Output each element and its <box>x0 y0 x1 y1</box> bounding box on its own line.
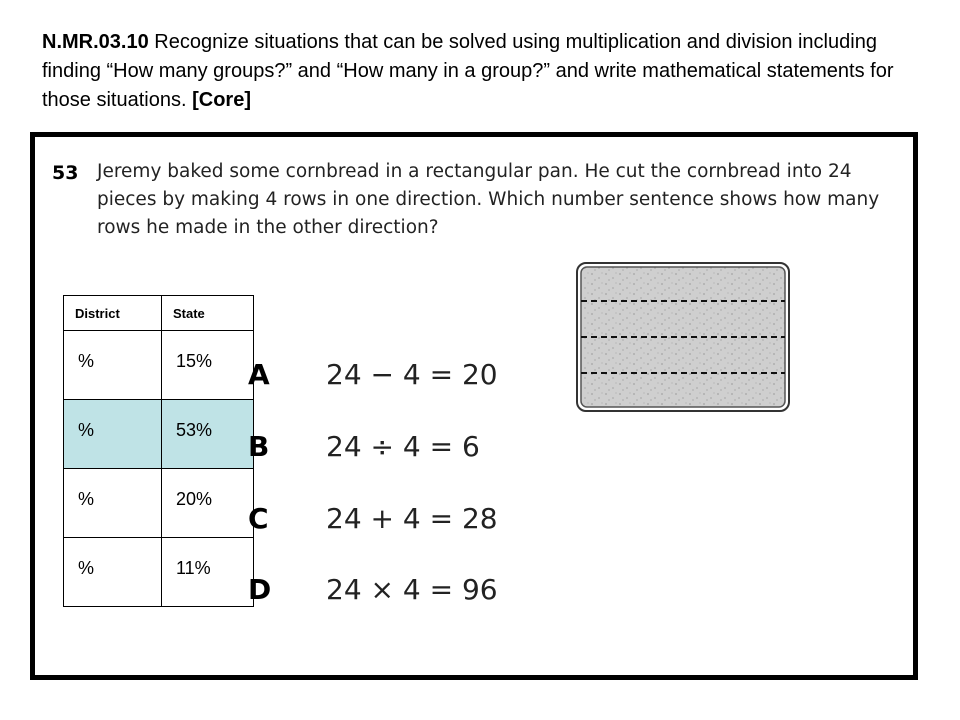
table-row <box>64 538 254 607</box>
state-cell: 11% <box>162 538 254 607</box>
table-row <box>64 331 254 400</box>
table-header-row <box>64 296 254 331</box>
question-number: 53 <box>52 162 79 184</box>
choice-equation: 24 × 4 = 96 <box>326 573 498 606</box>
state-cell: 53% <box>162 400 254 469</box>
district-cell: % <box>64 331 162 400</box>
table-row-correct <box>64 400 254 469</box>
district-cell: % <box>64 469 162 538</box>
standard-code: N.MR.03.10 <box>42 31 149 53</box>
cornbread-pan-illustration <box>576 262 790 412</box>
question-text: Jeremy baked some cornbread in a rectangular pan. He cut the cornbread into 24 pieces by making 4 rows in one direction. Which number sentence shows how many rows he made in the other direction? <box>97 161 880 238</box>
header-state: State <box>162 296 254 331</box>
standard-tag: [Core] <box>192 89 251 111</box>
standard-text: Recognize situations that can be solved using multiplication and division including finding “How many groups?” and “How many in a group?” and write mathematical statements for those situations. <box>42 31 894 111</box>
choice-equation: 24 ÷ 4 = 6 <box>326 430 480 463</box>
state-cell: 20% <box>162 469 254 538</box>
district-cell: % <box>64 400 162 469</box>
choice-letter: D <box>248 573 272 606</box>
header-district: District <box>64 296 162 331</box>
standard-statement <box>42 28 922 115</box>
district-cell: % <box>64 538 162 607</box>
choice-equation: 24 − 4 = 20 <box>326 358 498 391</box>
choice-letter: A <box>248 358 270 391</box>
choice-equation: 24 + 4 = 28 <box>326 502 498 535</box>
state-cell: 15% <box>162 331 254 400</box>
table-row <box>64 469 254 538</box>
choice-letter: C <box>248 502 269 535</box>
results-table <box>63 295 254 607</box>
choice-letter: B <box>248 430 270 463</box>
